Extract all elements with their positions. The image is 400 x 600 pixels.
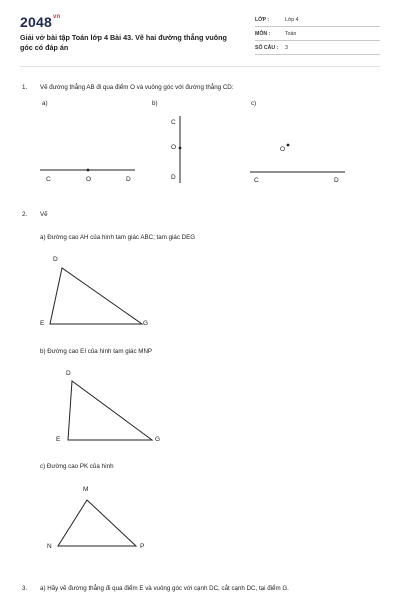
meta-value-subject: Toán [285, 31, 297, 37]
q1a-point-o [87, 169, 90, 172]
document-title: Giải vở bài tập Toán lớp 4 Bài 43. Vẽ hai đường thẳng vuông góc có đáp án [20, 33, 227, 52]
q2c-point-p-label: P [140, 543, 145, 550]
q1a-label: a) [42, 100, 48, 107]
meta-value-class: Lớp 4 [285, 17, 299, 23]
q1c-point-d-label: D [334, 177, 339, 184]
q1a-point-d-label: D [126, 176, 131, 183]
q2a-text: a) Đường cao AH của hình tam giác ABC; tam giác DEG [40, 234, 196, 241]
logo-suffix: vn [52, 14, 61, 20]
q3-number: 3. [22, 585, 28, 592]
q2b-point-d-label: D [66, 370, 71, 377]
q2c-triangle-mnp [58, 500, 136, 546]
q2a-point-g-label: G [143, 320, 149, 327]
q1-number: 1. [22, 84, 28, 91]
q2a-triangle-deg [50, 268, 142, 324]
q1b-point-o-label: O [171, 144, 177, 151]
q3-text: a) Hãy vẽ đường thẳng đi qua điểm E và vuông góc với cạnh DC, cắt cạnh DC, tại điểm G. [40, 585, 289, 592]
q1c-label: c) [251, 100, 257, 107]
q1c-point-o [287, 144, 290, 147]
q1b-point-c-label: C [171, 119, 176, 126]
q2b-point-g-label: G [155, 436, 161, 443]
q2-text: Vẽ [40, 211, 48, 218]
q2c-point-n-label: N [47, 543, 52, 550]
q1c-point-o-label: O [280, 146, 286, 153]
q1a-point-c-label: C [46, 176, 51, 183]
q2b-triangle-deg [68, 381, 152, 440]
q1c-point-c-label: C [254, 177, 259, 184]
q1-text: Vẽ đường thẳng AB đi qua điểm O và vuông góc với đường thẳng CD: [40, 84, 234, 91]
meta-value-count: 3 [285, 45, 288, 51]
q2c-point-m-label: M [83, 486, 89, 493]
q2b-text: b) Đường cao EI của hình tam giác MNP [40, 348, 153, 355]
meta-label-subject: MÔN : [255, 31, 271, 37]
logo-text: 2048 [20, 14, 52, 30]
q1a-point-o-label: O [86, 176, 92, 183]
q2b-point-e-label: E [56, 436, 61, 443]
q1b-label: b) [152, 100, 158, 107]
meta-label-class: LỚP : [255, 17, 270, 23]
q1b-point-o [179, 147, 182, 150]
q1b-point-d-label: D [171, 174, 176, 181]
q2c-text: c) Đường cao PK của hình [40, 463, 114, 470]
meta-label-count: SỐ CÂU : [255, 45, 279, 51]
q2-number: 2. [22, 211, 28, 218]
q2a-point-d-label: D [53, 256, 58, 263]
q2a-point-e-label: E [40, 320, 45, 327]
